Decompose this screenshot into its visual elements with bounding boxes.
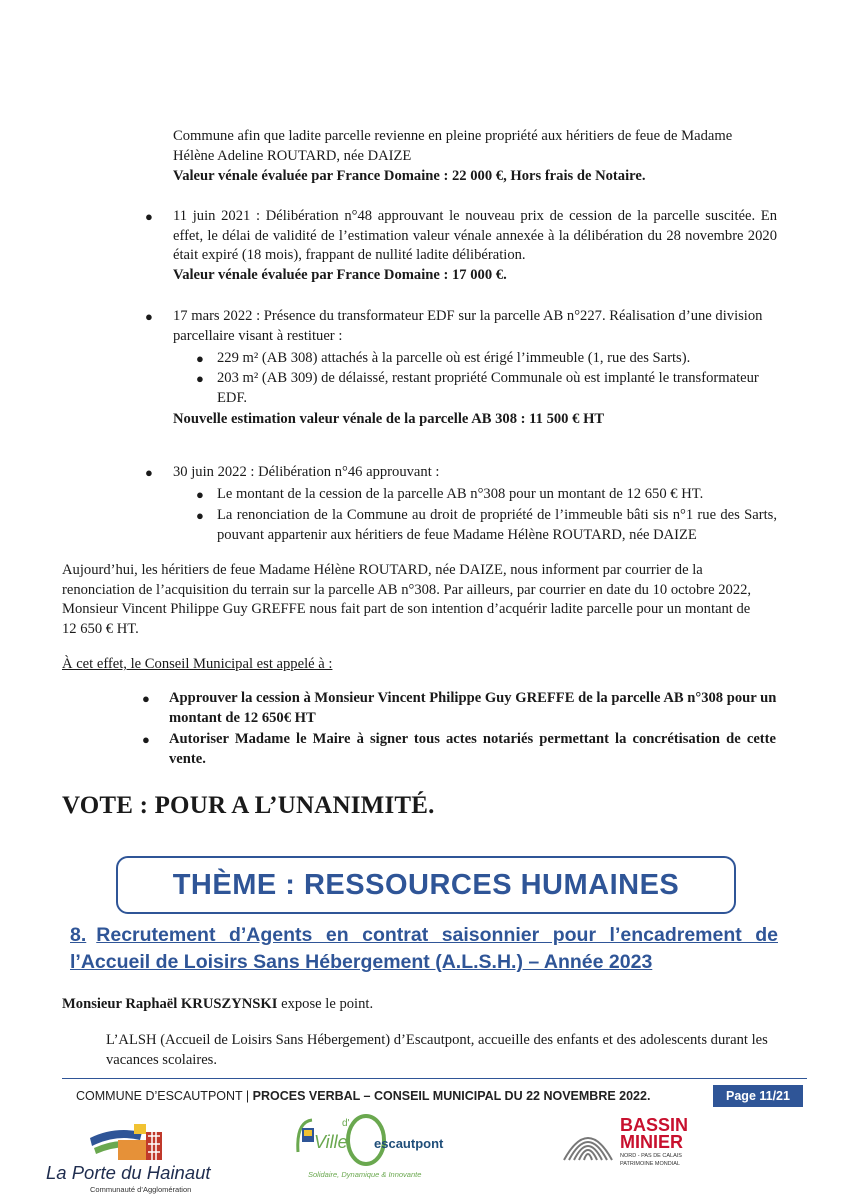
intro-valeur: Valeur vénale évaluée par France Domaine : 22 000 €, Hors frais de Notaire.	[173, 168, 646, 184]
section-title	[70, 922, 778, 976]
intro-line-2: Hélène Adeline ROUTARD, née DAIZE	[173, 148, 412, 164]
conseil-intro: À cet effet, le Conseil Municipal est appelé à :	[62, 656, 333, 672]
bassin-minier-logo	[560, 1116, 720, 1180]
item-march-sub1: 229 m² (AB 308) attachés à la parcelle où est érigé l’immeuble (1, rue des Sarts).	[217, 350, 691, 366]
item-march-text: 17 mars 2022 : Présence du transformateur EDF sur la parcelle AB n°227. Réalisation d’une division parcellaire visant à restituer :	[173, 308, 763, 344]
theme-box	[116, 856, 736, 914]
presenter-line	[62, 995, 373, 1015]
bassin-word: BASSIN	[620, 1115, 689, 1135]
item-2021-text: 11 juin 2021 : Délibération n°48 approuvant le nouveau prix de cession de la parcelle suscitée. En effet, le délai de validité de l’estimation valeur vénale annexée à la délibération du 28 novembre 2020 était expiré (18 mois), frappant de nullité ladite délibération.	[173, 208, 777, 263]
footer-pv: PROCES VERBAL – CONSEIL MUNICIPAL DU 22 NOVEMBRE 2022.	[252, 1089, 651, 1103]
footer-commune: COMMUNE D’ESCAUTPONT	[76, 1089, 243, 1103]
section-title-line-2: l’Accueil de Loisirs Sans Hébergement (A.L.S.H.) – Année 2023	[70, 951, 653, 973]
intro-line-1: Commune afin que ladite parcelle revienne en pleine propriété aux héritiers de feue de Madame	[173, 128, 733, 144]
presenter-name: Monsieur Raphaël KRUSZYNSKI	[62, 996, 278, 1012]
bullet: ●	[145, 309, 153, 324]
ville-escautpont: escautpont	[374, 1136, 444, 1151]
bullet: ●	[142, 691, 150, 706]
bullet: ●	[196, 508, 204, 523]
bassin-patrimoine: PATRIMOINE MONDIAL	[620, 1161, 680, 1167]
page-number-badge: Page 11/21	[713, 1085, 803, 1107]
item-march-valeur: Nouvelle estimation valeur vénale de la parcelle AB 308 : 11 500 € HT	[173, 411, 605, 427]
item-june-sub1: Le montant de la cession de la parcelle AB n°308 pour un montant de 12 650 € HT.	[217, 486, 704, 502]
porte-hainaut-emblem-icon	[44, 1118, 224, 1163]
porte-hainaut-name: La Porte du Hainaut	[46, 1162, 211, 1183]
bullet: ●	[196, 487, 204, 502]
item-march-sub2: 203 m² (AB 309) de délaissé, restant propriété Communale où est implanté le transformateur EDF.	[217, 370, 759, 406]
alsh-paragraph: L’ALSH (Accueil de Loisirs Sans Hébergement) d’Escautpont, accueille des enfants et des adolescents durant les vacances scolaires.	[106, 1032, 768, 1068]
decision-2: Autoriser Madame le Maire à signer tous actes notariés permettant la concrétisation de cette vente.	[169, 731, 776, 767]
porte-hainaut-logo	[44, 1118, 224, 1196]
ville-d: d'	[342, 1118, 350, 1129]
bullet: ●	[142, 732, 150, 747]
bullet: ●	[196, 371, 204, 386]
ville-escautpont-logo	[294, 1112, 454, 1196]
bullet: ●	[145, 209, 153, 224]
footer-text	[76, 1089, 650, 1103]
main-paragraph: Aujourd’hui, les héritiers de feue Madame Hélène ROUTARD, née DAIZE, nous informent par courrier de la renonciation de l’acquisition du terrain sur la parcelle AB n°308. Par ailleurs, par courrier en date du 10 octobre 2022, Monsieur Vincent Philippe Guy GREFFE nous fait part de son intention d’acquérir ladite parcelle pour un montant de 12 650 € HT.	[62, 562, 752, 637]
porte-hainaut-sub: Communauté d’Agglomération	[90, 1185, 192, 1194]
item-2021-valeur: Valeur vénale évaluée par France Domaine : 17 000 €.	[173, 267, 507, 283]
theme-title: THÈME : RESSOURCES HUMAINES	[172, 868, 680, 901]
item-june-text: 30 juin 2022 : Délibération n°46 approuvant :	[173, 464, 440, 480]
section-number: 8.	[70, 924, 87, 946]
item-june-sub2: La renonciation de la Commune au droit de propriété de l’immeuble bâti sis n°1 rue des Sarts, pouvant appartenir aux héritiers de feue Madame Hélène ROUTARD, née DAIZE	[217, 507, 777, 543]
minier-word: MINIER	[620, 1132, 683, 1152]
bassin-region: NORD - PAS DE CALAIS	[620, 1153, 682, 1159]
section-title-line-1: Recrutement d’Agents en contrat saisonnier pour l’encadrement de	[96, 924, 778, 946]
ville-word: Ville	[314, 1132, 348, 1152]
bassin-minier-emblem-icon	[560, 1120, 616, 1170]
presenter-rest: expose le point.	[277, 996, 374, 1012]
bullet: ●	[196, 351, 204, 366]
decision-1: Approuver la cession à Monsieur Vincent Philippe Guy GREFFE de la parcelle AB n°308 pour un montant de 12 650€ HT	[169, 690, 777, 726]
footer-divider	[62, 1078, 807, 1079]
vote-result: VOTE : POUR A L’UNANIMITÉ.	[62, 792, 435, 819]
ville-slogan: Solidaire, Dynamique & Innovante	[308, 1170, 422, 1179]
bullet: ●	[145, 465, 153, 480]
footer-separator: |	[242, 1089, 253, 1103]
